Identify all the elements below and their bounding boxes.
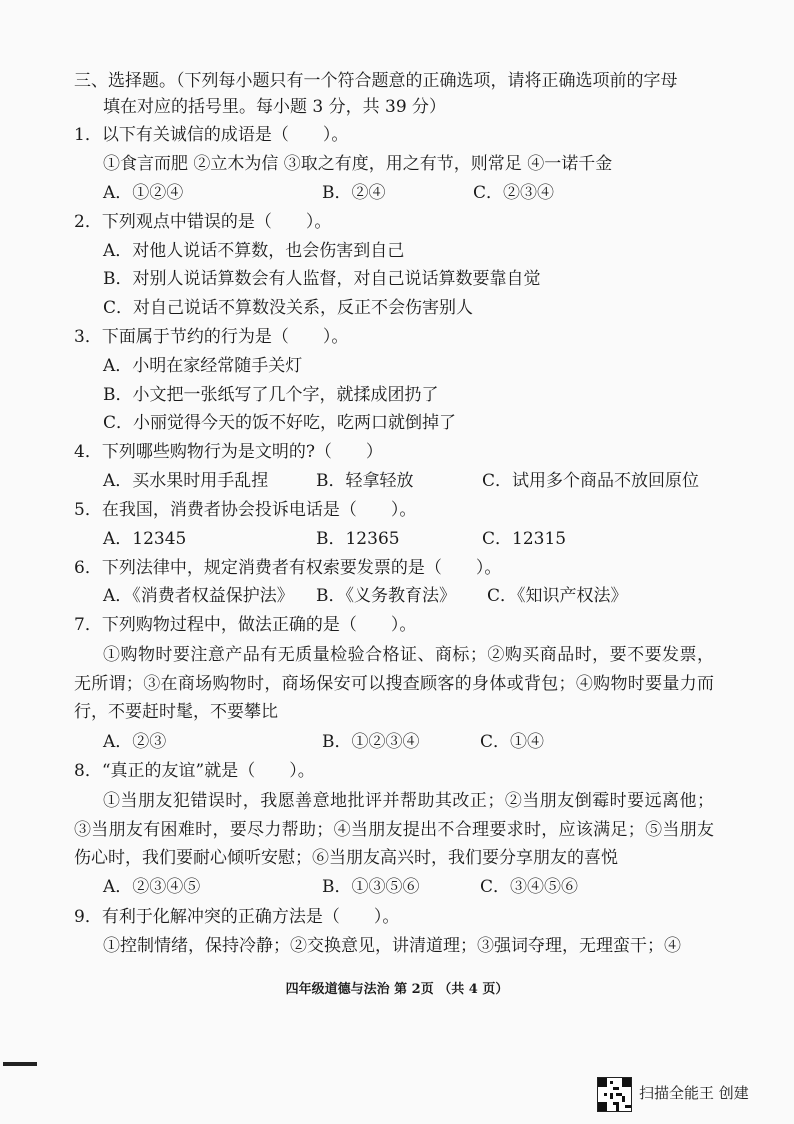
question-stem: 5．在我国，消费者协会投诉电话是（ ）。 <box>74 500 417 520</box>
option-b: B．①③⑤⑥ <box>322 877 420 897</box>
option-a: A．《消费者权益保护法》 <box>103 586 294 606</box>
question-stem: 4．下列哪些购物行为是文明的?（ ） <box>74 442 383 462</box>
option-c: C．②③④ <box>473 183 555 203</box>
option-b: B．①②③④ <box>322 732 420 752</box>
question-statements: ①当朋友犯错误时，我愿善意地批评并帮助其改正；②当朋友倒霉时要远离他；③当朋友有困难时，要尽力帮助；④当朋友提出不合理要求时，应该满足；⑤当朋友伤心时，我们要耐心倾听安慰；⑥当朋友高兴时，我们要分享朋友的喜悦 <box>74 791 714 868</box>
option-a: A．②③④⑤ <box>103 877 201 897</box>
question-stem: 3．下面属于节约的行为是（ ）。 <box>74 327 349 347</box>
question-stem: 8．“真正的友谊”就是（ ）。 <box>74 761 315 781</box>
question-stem: 6．下列法律中，规定消费者有权索要发票的是（ ）。 <box>74 558 502 578</box>
option-a: A．12345 <box>103 529 187 549</box>
page-footer: 四年级道德与法治 第 2页 （共 4 页） <box>285 982 509 997</box>
section-title-cont: 填在对应的括号里。每小题 3 分，共 39 分） <box>103 97 447 117</box>
question-stem: 2．下列观点中错误的是（ ）。 <box>74 212 332 232</box>
option-a: A．小明在家经常随手关灯 <box>103 356 303 376</box>
option-c: C．12315 <box>482 529 567 549</box>
option-c: C．①④ <box>480 732 545 752</box>
question-statements: ①食言而肥 ②立木为信 ③取之有度，用之有节，则常足 ④一诺千金 <box>103 154 613 174</box>
question-stem: 9．有利于化解冲突的正确方法是（ ）。 <box>74 907 400 927</box>
qr-code-icon <box>597 1077 632 1112</box>
option-c: C．小丽觉得今天的饭不好吃，吃两口就倒掉了 <box>103 413 457 433</box>
option-b: B．轻拿轻放 <box>316 471 414 491</box>
question-stem: 1．以下有关诚信的成语是（ ）。 <box>74 125 349 145</box>
option-b: B．小文把一张纸写了几个字，就揉成团扔了 <box>103 385 439 405</box>
option-c: C．试用多个商品不放回原位 <box>482 471 700 491</box>
question-statements: ①购物时要注意产品有无质量检验合格证、商标；②购买商品时，要不要发票，无所谓；③在商场购物时，商场保安可以搜查顾客的身体或背包；④购物时要量力而行，不要赶时髦，不要攀比 <box>74 645 714 722</box>
option-b: B．②④ <box>322 183 386 203</box>
option-b: B．对别人说话算数会有人监督，对自己说话算数要靠自觉 <box>103 269 541 289</box>
option-c: C．《知识产权法》 <box>487 586 628 606</box>
scan-edge-mark <box>3 1062 37 1066</box>
question-stem: 7．下列购物过程中，做法正确的是（ ）。 <box>74 615 417 635</box>
option-a: A．买水果时用手乱捏 <box>103 471 269 491</box>
question-statements: ①控制情绪，保持冷静；②交换意见，讲清道理；③强词夺理，无理蛮干；④ <box>103 936 681 956</box>
section-title: 三、选择题。（下列每小题只有一个符合题意的正确选项，请将正确选项前的字母 <box>74 71 678 91</box>
option-b: B．《义务教育法》 <box>316 586 456 606</box>
option-c: C．③④⑤⑥ <box>480 877 579 897</box>
option-b: B．12365 <box>316 529 400 549</box>
option-c: C．对自己说话不算数没关系，反正不会伤害别人 <box>103 298 474 318</box>
scanner-watermark: 扫描全能王 创建 <box>639 1084 749 1102</box>
option-a: A．②③ <box>103 732 167 752</box>
option-a: A．对他人说话不算数，也会伤害到自己 <box>103 241 405 261</box>
option-a: A．①②④ <box>103 183 184 203</box>
